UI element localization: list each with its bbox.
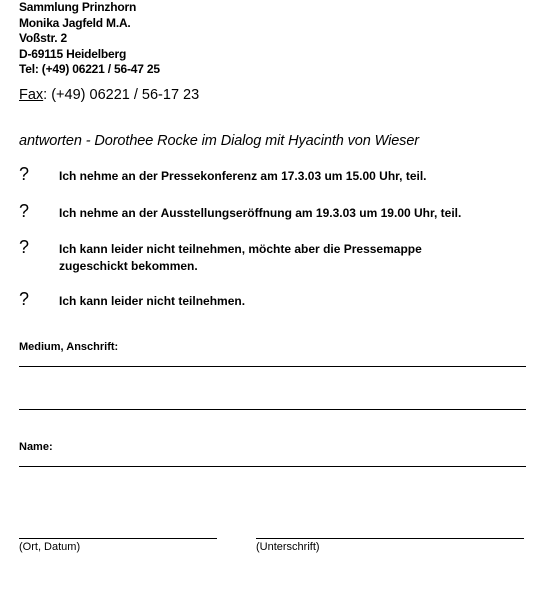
option-marker-press-conference[interactable]: ? <box>19 164 30 184</box>
subject-line: antworten - Dorothee Rocke im Dialog mit Hyacinth von Wieser <box>19 133 420 149</box>
name-label: Name: <box>19 441 53 453</box>
signature-line[interactable] <box>256 538 524 539</box>
option-text-press-kit: Ich kann leider nicht teilnehmen, möchte aber die Pressemappe zugeschickt bekommen. <box>59 242 422 273</box>
option-text-exhibition-opening: Ich nehme an der Ausstellungseröffnung am 19.3.03 um 19.00 Uhr, teil. <box>59 206 462 220</box>
address-institution: Sammlung Prinzhorn <box>19 0 137 14</box>
option-text-press-conference: Ich nehme an der Pressekonferenz am 17.3.03 um 15.00 Uhr, teil. <box>59 169 427 183</box>
address-city: D-69115 Heidelberg <box>19 46 127 61</box>
option-marker-exhibition-opening[interactable]: ? <box>19 201 30 221</box>
fax-number: : (+49) 06221 / 56-17 23 <box>43 87 200 103</box>
place-date-line[interactable] <box>19 538 217 539</box>
address-phone: Tel: (+49) 06221 / 56-47 25 <box>19 62 160 76</box>
address-street: Voßstr. 2 <box>19 31 67 45</box>
option-text-decline: Ich kann leider nicht teilnehmen. <box>59 294 246 308</box>
medium-address-label: Medium, Anschrift: <box>19 341 119 353</box>
address-block <box>19 0 160 78</box>
medium-address-line-2[interactable] <box>19 409 526 410</box>
option-marker-decline[interactable]: ? <box>19 289 30 309</box>
place-date-label: (Ort, Datum) <box>19 541 81 553</box>
fax-line <box>19 87 199 103</box>
name-line[interactable] <box>19 466 526 467</box>
fax-label: Fax <box>19 87 44 103</box>
option-marker-press-kit[interactable]: ? <box>19 237 30 257</box>
medium-address-line-1[interactable] <box>19 366 526 367</box>
signature-label: (Unterschrift) <box>256 541 320 553</box>
address-contact-person: Monika Jagfeld M.A. <box>19 15 131 30</box>
